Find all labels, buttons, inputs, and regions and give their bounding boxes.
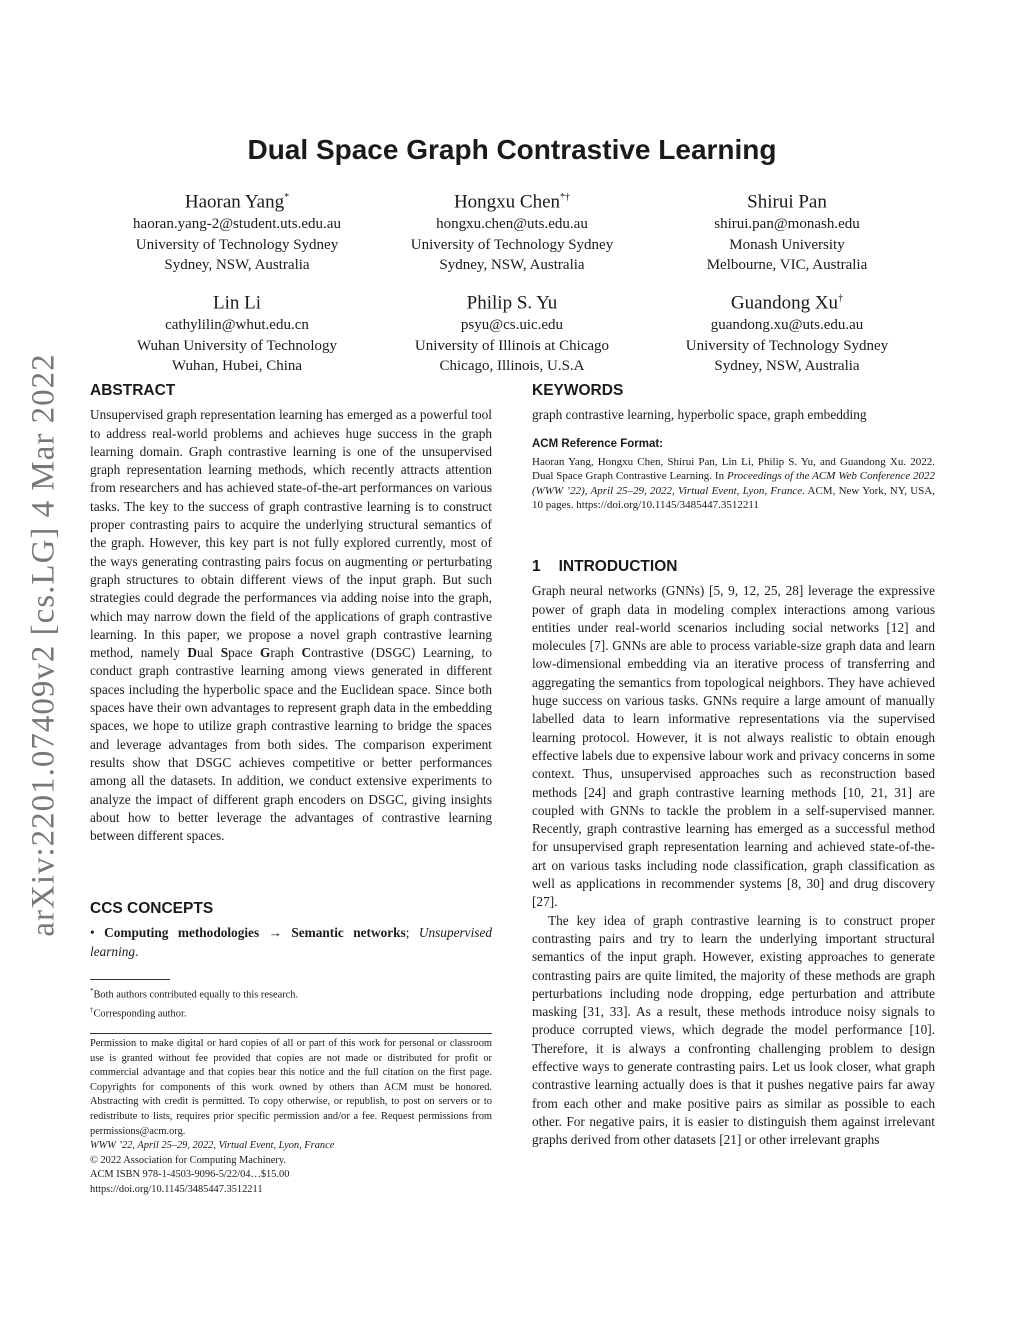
- footnote-text: Corresponding author.: [93, 1008, 187, 1020]
- footnote-rule: [90, 979, 170, 980]
- author-email: psyu@cs.uic.edu: [460, 317, 564, 334]
- author-affiliation: University of Technology Sydney: [685, 337, 889, 354]
- author-location: Sydney, NSW, Australia: [714, 358, 860, 375]
- acm-reference-heading: ACM Reference Format:: [532, 438, 663, 450]
- isbn-line: ACM ISBN 978-1-4503-9096-5/22/04…$15.00: [90, 1169, 290, 1181]
- footnote-2: [90, 1003, 492, 1022]
- introduction-section: [532, 558, 935, 1150]
- acronym-letter: D: [187, 645, 197, 661]
- footnotes: [90, 984, 492, 1022]
- author-name: Lin Li: [212, 292, 262, 314]
- doi-line: https://doi.org/10.1145/3485447.3512211: [90, 1183, 263, 1195]
- acm-reference-text: [532, 455, 935, 513]
- venue-line: WWW ’22, April 25–29, 2022, Virtual Event, Lyon, France: [90, 1140, 335, 1152]
- acronym-letter: C: [301, 645, 312, 661]
- author-card: [97, 287, 377, 377]
- section-title: INTRODUCTION: [558, 558, 678, 575]
- permission-text: Permission to make digital or hard copies of all or part of this work for personal or classroom use is granted without fee provided that copies are not made or distributed for profit or commercial advantage and that copies bear this notice and the full citation on the first page. Copyrights for components of this work owned by others than ACM must be honored. Abstracting with credit is permitted. To copy otherwise, or republish, to post on servers or to redistribute to lists, requires prior specific permission and/or a fee. Request permissions from permissions@acm.org.: [90, 1038, 492, 1137]
- section-number: 1: [532, 558, 541, 575]
- author-email: hongxu.chen@uts.edu.au: [436, 216, 588, 233]
- keywords-heading: KEYWORDS: [532, 382, 624, 399]
- keywords-text: graph contrastive learning, hyperbolic space, graph embedding: [532, 407, 867, 423]
- author-location: Sydney, NSW, Australia: [439, 257, 585, 274]
- keywords-section: [532, 382, 935, 425]
- author-card: [372, 186, 652, 276]
- author-card: [647, 287, 927, 377]
- author-card: [97, 186, 377, 276]
- abstract-text-part: ontrastive (DSGC) Learning, to conduct graph contrastive learning among views generated in different spaces including the hyperbolic space and the Euclidean space. Since both spaces have their own advantages to represent graph data in the embedding spaces, we hope to utilize graph contrastive learning to bridge the spaces and leverage advantages from both sides. The comparison experiment results show that DSGC achieves competitive or better performances among all the datasets. In addition, we conduct extensive experiments to analyze the impact of different graph encoders on DSGC, giving insights about how to better leverage the advantages of contrastive learning between different spaces.: [90, 645, 492, 844]
- author-card: [647, 186, 927, 276]
- author-name: Philip S. Yu: [466, 292, 558, 314]
- ccs-concept-italic: Unsupervised learning: [90, 925, 492, 959]
- author-name: Haoran Yang: [184, 191, 285, 213]
- author-affiliation: Monash University: [729, 236, 845, 253]
- copyright-line: © 2022 Association for Computing Machinery.: [90, 1154, 286, 1166]
- introduction-heading: [532, 558, 935, 576]
- intro-paragraph: Graph neural networks (GNNs) [5, 9, 12, 25, 28] leverage the expressive power of graph data in modeling complex interactions among various entities under real-world scenarios including social networks [12] and molecules [7]. GNNs are able to process variable-size graph data and learn low-dimensional embedding via an iterative process of transferring and aggregating the semantics from topological neighbors. They have achieved huge success on various tasks. GNNs require a large amount of manually labelled data to learn informative representations via the supervised learning protocol. However, it is not always realistic to obtain enough effective labels due to expensive labour work and privacy concerns in some context. Thus, unsupervised approaches such as reconstruction based methods [24] and graph contrastive learning methods [10, 21, 31] are coupled with GNNs to tackle the problem in a self-supervised manner. Recently, graph contrastive learning has emerged as a successful method for unsupervised graph representation learning and achieved state-of-the-art on various tasks including node classification, graph classification as well as applications in recommender systems [8, 30] and drug discovery [27].: [532, 583, 935, 910]
- footnote-text: Both authors contributed equally to this research.: [93, 989, 299, 1001]
- author-email: haoran.yang-2@student.uts.edu.au: [133, 216, 341, 233]
- author-email: cathylilin@whut.edu.cn: [165, 317, 309, 334]
- acronym-letter: G: [259, 645, 271, 661]
- author-name: Hongxu Chen: [453, 191, 561, 213]
- abstract-text-part: raph: [270, 645, 302, 661]
- author-affiliation: Wuhan University of Technology: [136, 337, 338, 354]
- author-affiliation: University of Illinois at Chicago: [414, 337, 610, 354]
- permission-block: [90, 1037, 492, 1198]
- footnote-mark: *: [90, 987, 94, 995]
- footnote-mark: †: [90, 1006, 94, 1015]
- author-mark: *: [284, 192, 290, 203]
- ccs-text: [90, 924, 492, 961]
- reference-text-part: ACM, New York, NY, USA, 10 pages. https://doi.org/10.1145/3485447.3512211: [532, 484, 935, 512]
- intro-paragraph: The key idea of graph contrastive learning is to construct proper contrasting pairs and try to learn the underlying important structural semantics of the input graph. However, existing approaches to generate contrasting pairs are quite limited, the majority of these methods are graph perturbations including node dropping, edge perturbation and attribute masking [31, 33]. As a result, these methods introduce noisy signals to produce corrupted views, which degrade the model performance [10]. Therefore, it is always a confronting challenging problem to design effective ways to generate contrasting pairs. Let us look closer, what graph contrastive learning actually does is that it pushes negative pairs far away from each other and make positive pairs as similar as possible to each other. For negative pairs, it is easier to distinguish them against irrelevant graphs derived from other datasets [21] or other irrelevant graphs: [532, 912, 935, 1148]
- abstract-heading: ABSTRACT: [90, 382, 176, 399]
- author-name: Shirui Pan: [747, 191, 827, 213]
- permission-rule: [90, 1033, 492, 1034]
- author-location: Sydney, NSW, Australia: [164, 257, 310, 274]
- reference-text-part: Haoran Yang, Hongxu Chen, Shirui Pan, Lin Li, Philip S. Yu, and Guandong Xu. 2022. Dual Space Graph Contrastive Learning. In: [532, 455, 935, 483]
- author-mark: *†: [560, 192, 571, 203]
- ccs-end: .: [135, 943, 139, 959]
- abstract-text-part: Unsupervised graph representation learning has emerged as a powerful tool to address real-world problems and achieves huge success in the graph learning domain. Graph contrastive learning is one of the unsupervised graph representation learning methods, which recently attracts attention from researchers and has achieved state-of-the-art performances on various tasks. The key to the success of graph contrastive learning is to construct proper contrasting pairs to acquire the underlying structural semantics of the graph. However, this key part is not fully explored currently, most of the ways generating contrasting pairs focus on augmenting or perturbating graph structures to obtain different views of the input graph. But such strategies could degrade the performances via adding noise into the graph, which may narrow down the field of the applications of graph contrastive learning. In this paper, we propose a novel graph contrastive learning method, namely: [90, 407, 492, 661]
- author-location: Wuhan, Hubei, China: [171, 358, 303, 375]
- reference-venue: Proceedings of the ACM Web Conference 2022 (WWW ’22), April 25–29, 2022, Virtual Event, Lyon, France.: [532, 470, 936, 497]
- ccs-section: [90, 900, 492, 961]
- author-affiliation: University of Technology Sydney: [410, 236, 614, 253]
- abstract-text: [90, 406, 492, 845]
- author-card: [372, 287, 652, 377]
- author-location: Chicago, Illinois, U.S.A: [439, 358, 585, 375]
- ccs-concept: Computing methodologies → Semantic networks: [104, 925, 406, 941]
- author-mark: †: [838, 293, 844, 304]
- author-affiliation: University of Technology Sydney: [135, 236, 339, 253]
- author-location: Melbourne, VIC, Australia: [706, 257, 868, 274]
- author-email: guandong.xu@uts.edu.au: [710, 317, 864, 334]
- abstract-text-part: pace: [228, 645, 260, 661]
- author-name: Guandong Xu: [730, 292, 839, 314]
- paper-title: Dual Space Graph Contrastive Learning: [247, 134, 777, 165]
- acm-reference: [532, 437, 935, 513]
- ccs-heading: CCS CONCEPTS: [90, 900, 214, 917]
- ccs-bullet: •: [90, 925, 105, 941]
- abstract-text-part: ual: [196, 645, 221, 661]
- author-email: shirui.pan@monash.edu: [714, 216, 860, 233]
- arxiv-identifier: arXiv:2201.07409v2 [cs.LG] 4 Mar 2022: [25, 353, 62, 937]
- footnote-1: [90, 984, 492, 1003]
- acronym-letter: S: [220, 645, 229, 661]
- ccs-separator: ;: [405, 925, 419, 941]
- abstract-section: [90, 382, 492, 845]
